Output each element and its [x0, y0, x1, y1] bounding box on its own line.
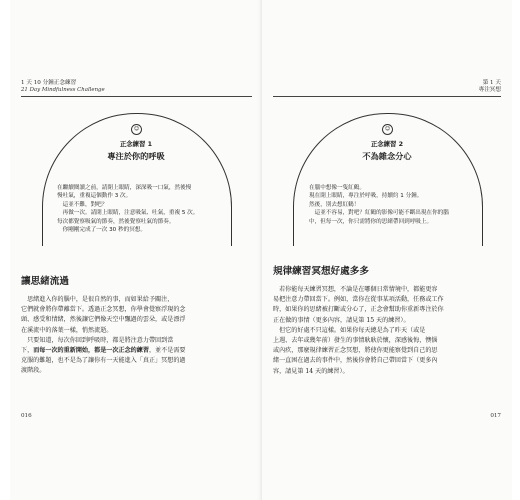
practice-2-line: 這並不容易，對吧？紅鶴的影像可能不斷出現在你的腦	[309, 210, 449, 217]
practice-2-line: 現在閉上眼睛，專注於呼吸，持續約 1 分鐘。	[309, 193, 423, 200]
right-page	[262, 0, 512, 500]
practice-2-smile-icon: ☺	[382, 124, 393, 135]
body-line: 正在做的事情（更多內容，請見第 15 天的練習）。	[273, 316, 410, 324]
practice-2-title: 不為雜念分心	[362, 151, 412, 161]
right-body	[273, 285, 505, 377]
practice-2-label: 正念練習 2	[370, 140, 404, 148]
body-line: 只要知道，每次你回到呼吸時，都是將注意力帶回到當	[21, 336, 174, 344]
left-header-title: 1 天 10 分鐘正念練習	[21, 80, 77, 86]
practice-1-line: 你剛剛完成了一次 30 秒的冥想。	[57, 227, 146, 234]
right-header-day: 第 1 天	[482, 80, 501, 86]
right-header-rule	[273, 96, 501, 97]
body-line: 或內疚，那麼規律練習正念冥想，將使你更能察覺到自己的思	[273, 347, 438, 355]
body-line: 渡階段。	[21, 367, 46, 375]
left-body	[21, 295, 256, 377]
body-line: 但它的好處不只這樣。如果你每天總是為了昨天（或是	[273, 326, 426, 334]
body-line: 克服的難題，也不是為了讓你有一天能進入「真正」冥想的過	[21, 357, 186, 365]
practice-1-text	[57, 184, 227, 234]
left-header-rule	[21, 96, 252, 97]
practice-1-line: 在繼續閱讀之前，請閉上眼睛，深深吸一口氣，然後慢	[57, 185, 192, 191]
practice-1-line: 慢吐氣，重複這個動作 3 次。	[57, 193, 132, 200]
practice-2-text	[309, 184, 479, 226]
right-section-title: 規律練習冥想好處多多	[273, 266, 369, 277]
body-line: 思緒進入你的腦中，是很自然的事，而如果給予關注，	[21, 296, 174, 303]
body-line: 易把注意力帶回當下。例如，當你在從事某項活動，任務或工作	[273, 296, 444, 304]
body-line: 上週、去年或幾年前）發生的事情耿耿於懷，深感後悔，懊惱	[273, 337, 438, 345]
left-header-subtitle: 21 Day Mindfulness Challenge	[21, 87, 105, 93]
right-page-number: 017	[490, 413, 501, 419]
body-line: 時，如果你的思緒被打斷或分心了，正念會幫助你重新專注於你	[273, 306, 444, 314]
left-section-title: 讓思緒流過	[21, 276, 69, 287]
practice-1-smile-icon: ☺	[131, 124, 142, 135]
body-line: 若你能每天練習冥想，不論是在哪個日常情境中，都能更容	[273, 286, 438, 293]
right-header-topic: 專注冥想	[478, 87, 501, 93]
left-page-number: 016	[21, 413, 32, 419]
left-page	[10, 0, 262, 500]
body-emphasis: 而每一次的重新開始，都是一次正念的練習	[33, 347, 149, 355]
body-line: 在溪流中的落葉一樣，悄然流逝。	[21, 326, 113, 334]
practice-2-line: 中，但每一次，你只需將你的思緒帶回到呼吸上。	[309, 218, 433, 225]
practice-2-line: 然後，別去想紅鶴！	[309, 201, 360, 208]
body-line: 它們就會將你帶離當下。透過正念冥想，你學會覺察浮現的念	[21, 306, 186, 314]
body-line: 下，而每一次的重新開始，都是一次正念的練習，並不是需要	[21, 347, 186, 355]
practice-2-line: 在腦中想像一隻紅鶴。	[309, 185, 365, 191]
body-line: 頭、感受和情緒，然後讓它們像天空中飄過的雲朵，或是漂浮	[21, 316, 186, 324]
practice-1-line: 再做一次。請閉上眼睛，注意吸氣、吐氣，重複 5 次。	[57, 210, 199, 217]
practice-1-line: 每次都覺察吸氣的節奏，然後覺察吐氣的節奏。	[57, 218, 175, 225]
body-line: 緒一直困在過去的事件中，然後你會將自己帶回當下（更多內	[273, 357, 438, 365]
practice-1-title: 專注於你的呼吸	[107, 151, 165, 161]
body-line: 容，請見第 14 天的練習）。	[273, 367, 349, 375]
practice-1-label: 正念練習 1	[119, 140, 153, 148]
practice-1-line: 這並不難，對吧？	[57, 201, 108, 208]
